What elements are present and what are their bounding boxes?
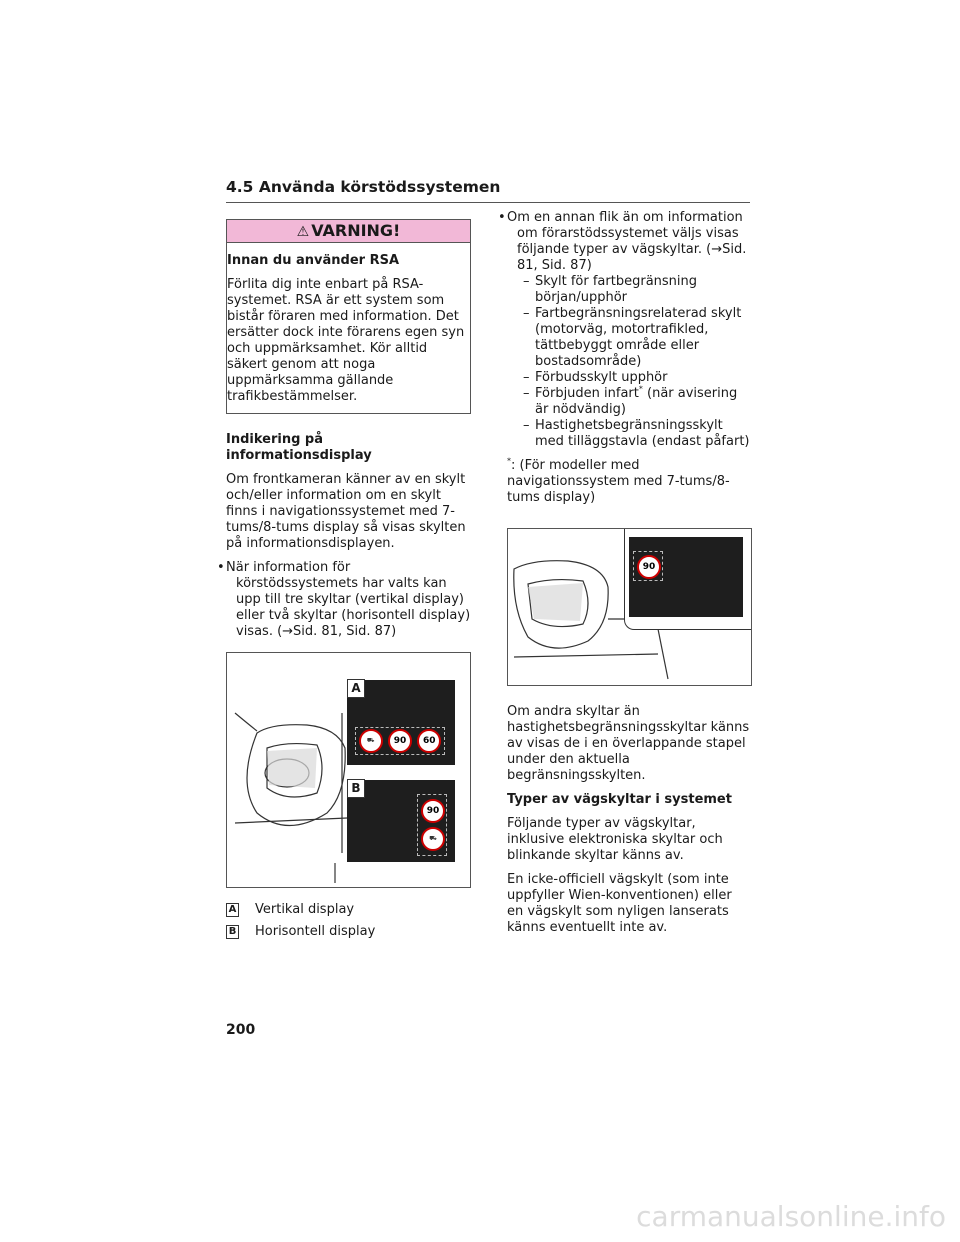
legend-text-b: Horisontell display <box>255 924 376 939</box>
unofficial-signs-paragraph: En icke-officiell vägskylt (som inte uppfyller Wien-konventionen) eller en vägskylt som nyligen lanserats känns eventuellt inte av. <box>507 872 732 935</box>
warning-box <box>226 219 471 414</box>
sign-types-heading: Typer av vägskyltar i systemet <box>507 792 732 807</box>
nav-display-frame <box>624 529 751 630</box>
sign-stack-vertical <box>417 794 447 856</box>
stacked-signs-paragraph: Om andra skyltar än hastighetsbegränsningsskyltar känns av visas de i en överlappande stapel under den aktuella begränsningsskylten. <box>507 704 750 783</box>
warning-body <box>227 243 470 413</box>
speed-sign-90: 90 <box>637 555 661 579</box>
speed-sign-90: 90 <box>421 799 445 823</box>
warning-text: Förlita dig inte enbart på RSA-systemet. RSA är ett system som bistår föraren med information. Det ersätter dock inte förarens egen syn och uppmärksamhet. Kör alltid säkert genom att noga uppmärksamma gällande trafikbestämmelser. <box>227 277 465 404</box>
section-title: 4.5 Använda körstödssystemen <box>226 178 750 203</box>
sign-types-paragraph: Följande typer av vägskyltar, inklusive elektroniska skyltar och blinkande skyltar känns av. <box>507 816 723 863</box>
dash-item: – Förbjuden infart* (när avisering är nödvändig) <box>523 384 738 417</box>
legend-item-a <box>226 902 471 918</box>
warning-header <box>227 220 470 243</box>
display-paragraph: Om frontkameran känner av en skylt och/eller information om en skylt finns i navigationssystemet med 7-tums/8-tums display så visas skylten på informationsdisplayen. <box>226 472 466 551</box>
page-number: 200 <box>226 1022 256 1038</box>
left-column <box>226 219 471 946</box>
bullet-item: • Om en annan flik än om information om förarstödssystemet väljs visas följande typer av vägskyltar. (→Sid. 81, Sid. 87) <box>507 210 751 274</box>
speed-sign-60: 60 <box>417 729 441 753</box>
footnote: *: (För modeller med navigationssystem med 7-tums/8-tums display) <box>507 456 730 505</box>
warning-triangle-icon: ⚠ <box>296 224 310 240</box>
right-column <box>507 210 751 944</box>
bullet-item: • När information för körstödssystemets har valts kan upp till tre skyltar (vertikal display) eller två skyltar (horisontell display) visas. (→Sid. 81, Sid. 87) <box>226 560 471 640</box>
warning-heading: Innan du använder RSA <box>227 253 400 268</box>
dash-item: – Förbudsskylt upphör <box>523 370 668 385</box>
label-b: B <box>347 779 365 798</box>
label-a: A <box>347 679 365 698</box>
watermark-url: carmanualsonline.info <box>636 1200 946 1233</box>
legend-text-a: Vertikal display <box>255 902 355 917</box>
figure-display-modes <box>226 652 471 888</box>
no-overtaking-icon: ⛟ <box>359 729 383 753</box>
legend-key-a: A <box>226 903 239 917</box>
sign-frame <box>633 551 663 581</box>
nav-display-screen <box>629 537 743 617</box>
dash-item: – Skylt för fartbegränsning början/upphör <box>523 274 698 305</box>
figure-nav-display <box>507 528 752 686</box>
warning-label: VARNING! <box>311 221 401 240</box>
sign-stack <box>355 727 445 755</box>
legend-item-b <box>226 924 471 940</box>
legend-key-b: B <box>226 925 239 939</box>
dash-item: – Hastighetsbegränsningsskylt med tilläggstavla (endast påfart) <box>523 418 750 449</box>
dash-item: – Fartbegränsningsrelaterad skylt (motorväg, motortrafikled, tättbebyggt område eller bostadsområde) <box>523 306 742 369</box>
display-heading: Indikering på informationsdisplay <box>226 432 372 463</box>
no-overtaking-icon: ⛟ <box>421 827 445 851</box>
speed-sign-90: 90 <box>388 729 412 753</box>
